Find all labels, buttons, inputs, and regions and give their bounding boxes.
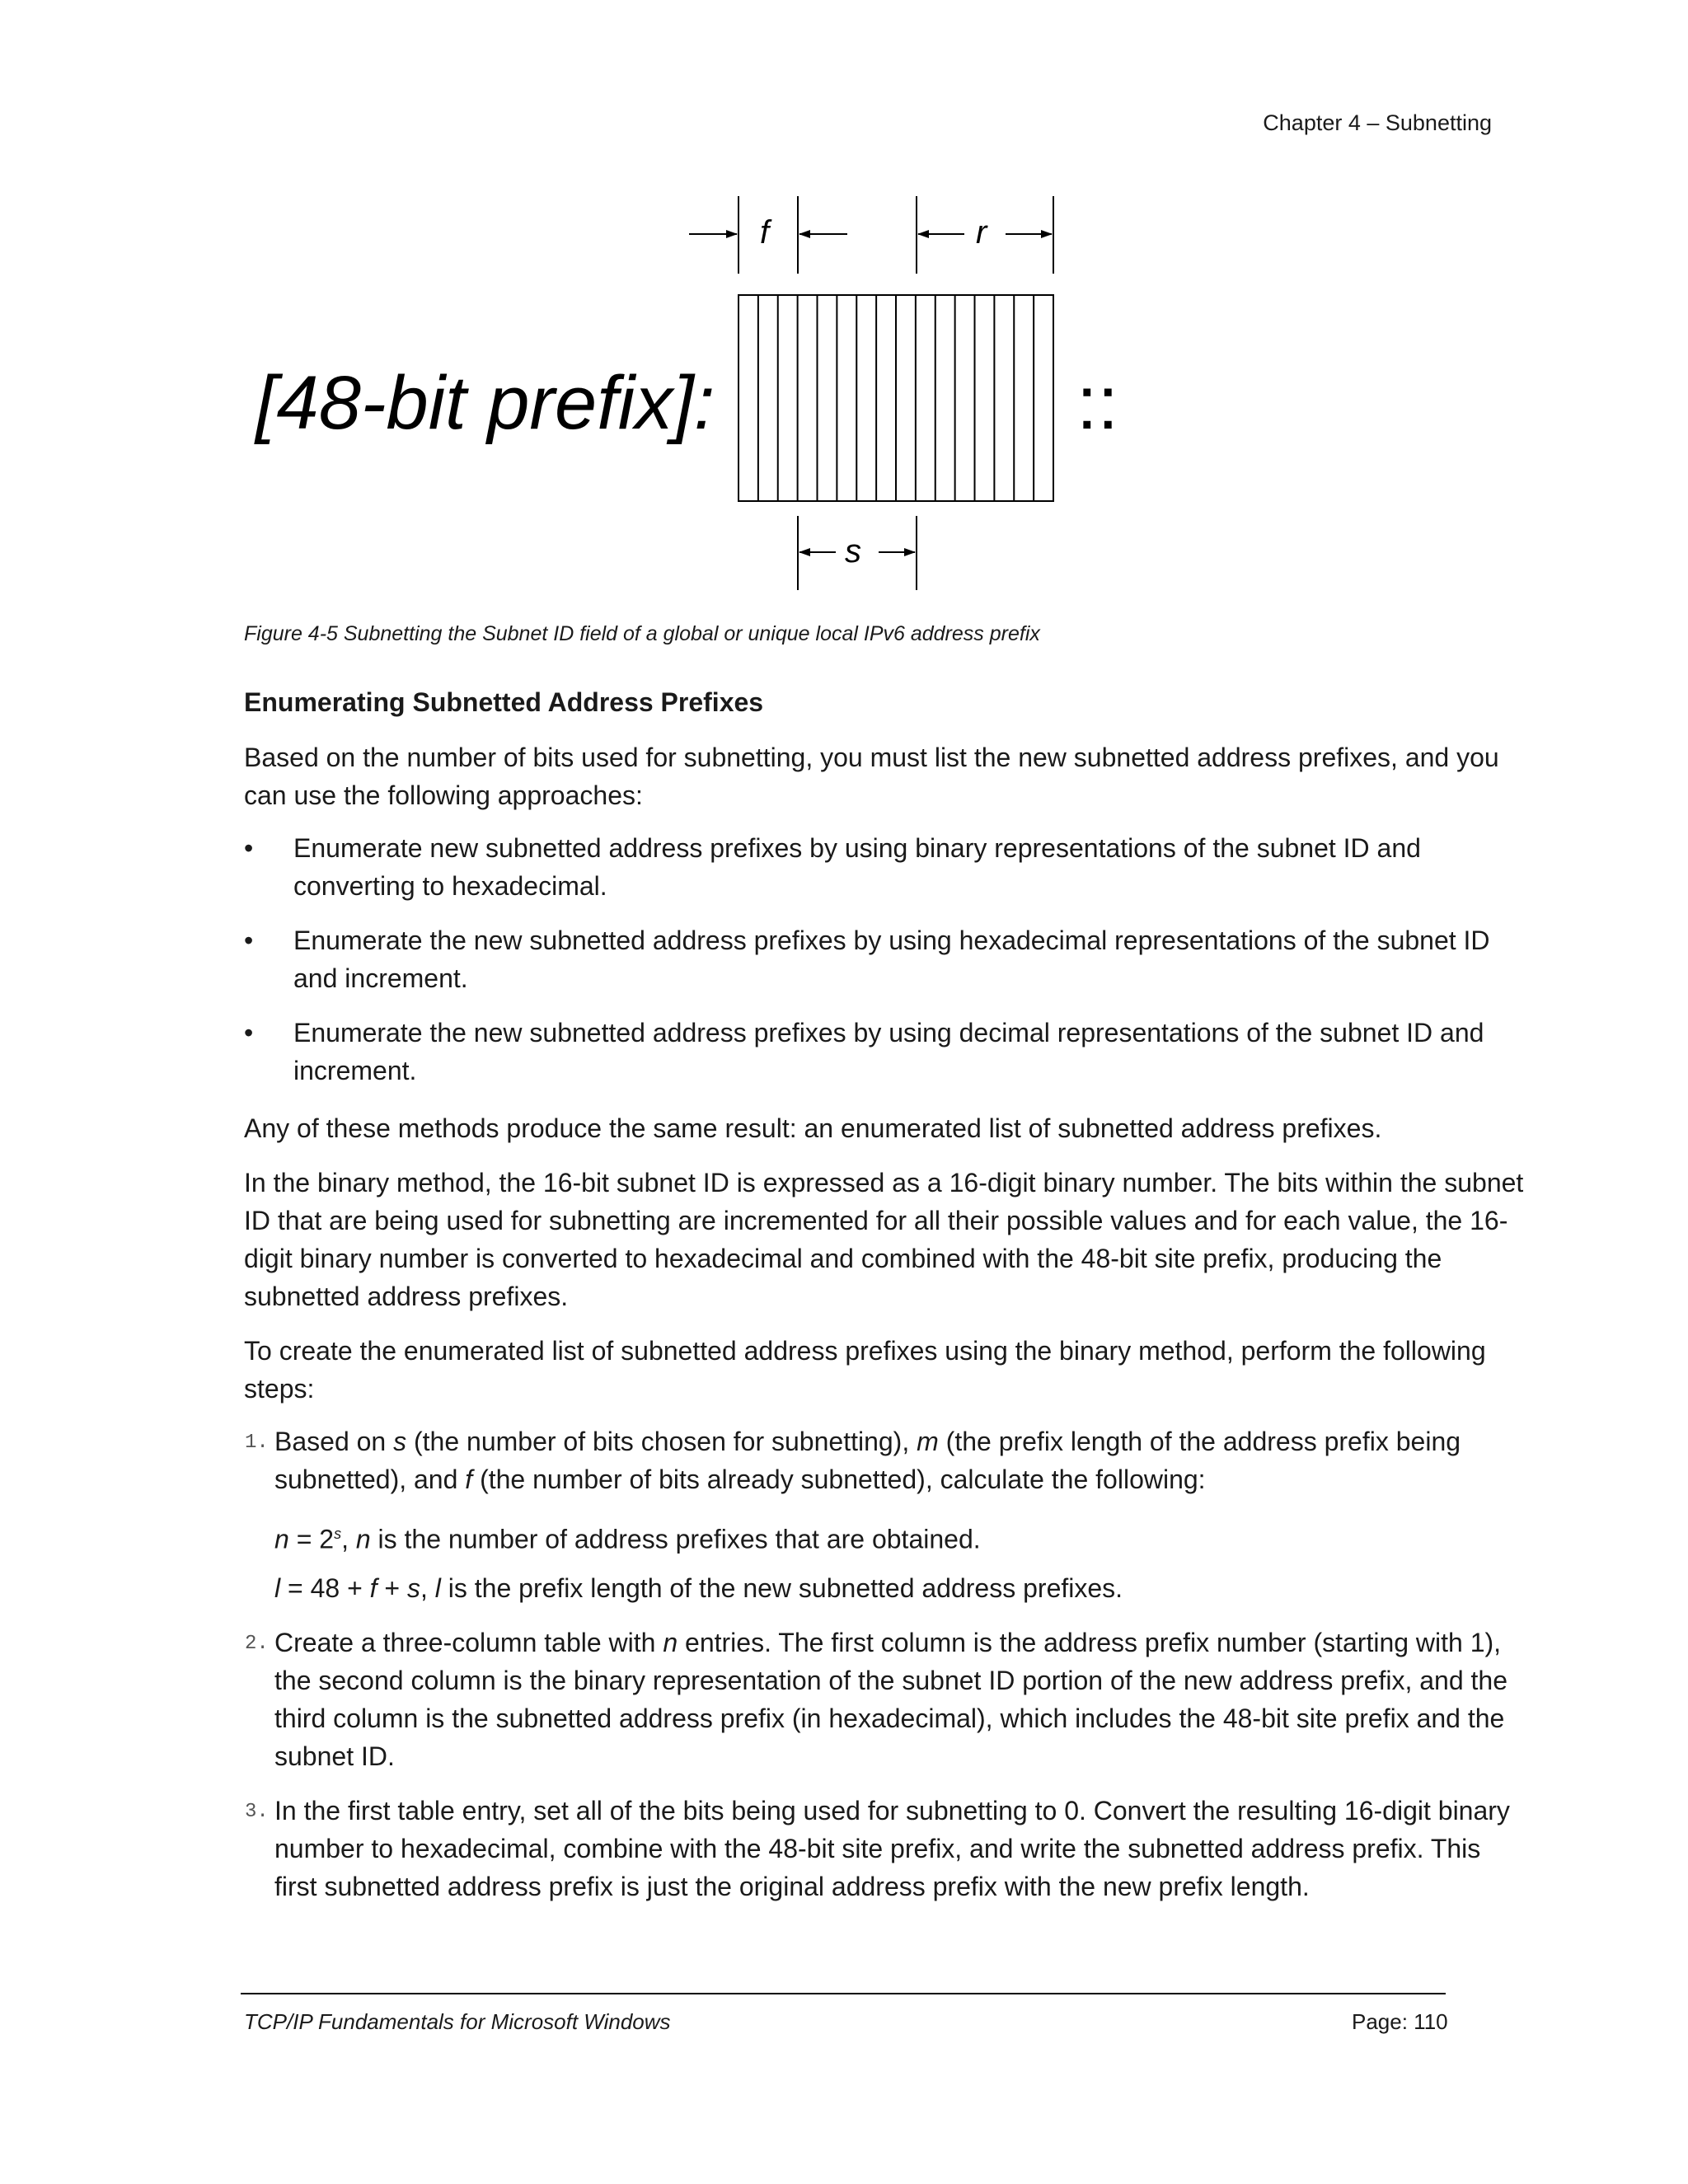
step-number: 1. — [245, 1432, 269, 1454]
step-1 — [245, 1422, 1519, 1498]
page-number: Page: 110 — [1352, 2009, 1448, 2034]
figure-caption: Figure 4-5 Subnetting the Subnet ID field of a global or unique local IPv6 address prefix — [244, 622, 1040, 645]
var-l: l — [434, 1573, 441, 1603]
formula-text: is the number of address prefixes that are obtained. — [370, 1524, 981, 1554]
footer-divider — [241, 1993, 1446, 1994]
bullet-icon: • — [244, 1018, 254, 1047]
step-number: 3. — [245, 1801, 269, 1823]
step-number: 2. — [245, 1633, 269, 1655]
step-text: Create a three-column table with — [274, 1628, 663, 1657]
formula-text: + — [377, 1573, 407, 1603]
step-text: (the number of bits already subnetted), calculate the following: — [472, 1465, 1206, 1494]
bullet-icon: • — [244, 926, 254, 955]
var-s: s — [407, 1573, 420, 1603]
formula-l — [274, 1569, 1123, 1607]
formula-text: , — [420, 1573, 435, 1603]
var-n: n — [355, 1524, 371, 1554]
formula-text: is the prefix length of the new subnetted address prefixes. — [440, 1573, 1123, 1603]
var-n: n — [663, 1628, 678, 1657]
methods-paragraph: Any of these methods produce the same result: an enumerated list of subnetted address prefixes. — [244, 1113, 1382, 1143]
label-s: s — [845, 533, 861, 569]
footer-title: TCP/IP Fundamentals for Microsoft Windows — [244, 2009, 671, 2034]
formula-text: , — [341, 1524, 356, 1554]
subnet-id-diagram — [0, 0, 1688, 626]
section-heading: Enumerating Subnetted Address Prefixes — [244, 687, 764, 717]
intro-paragraph: Based on the number of bits used for subnetting, you must list the new subnetted address prefixes, and you can use the following approaches: — [244, 743, 1499, 810]
prefix-label: [48-bit prefix]: — [256, 361, 715, 445]
suffix-label: :: — [1076, 361, 1119, 445]
step-text: entries. The first column is the address prefix number (starting with 1), the second column is the binary representation of the subnet ID portion of the new address prefix, and the third column is the subnetted address prefix (in hexadecimal), which includes the 48-bit site prefix and the subnet ID. — [274, 1628, 1508, 1771]
formula-n — [274, 1515, 981, 1558]
var-s-superscript: s — [334, 1526, 342, 1542]
label-f: f — [760, 214, 770, 251]
var-l: l — [274, 1573, 281, 1603]
bullet-text: Enumerate the new subnetted address prefixes by using hexadecimal representations of the subnet ID and increment. — [293, 926, 1490, 993]
list-item — [244, 829, 1530, 905]
label-r: r — [976, 214, 987, 251]
step-text: Based on — [274, 1427, 394, 1456]
step-3 — [245, 1792, 1519, 1905]
bullet-icon: • — [244, 833, 254, 863]
var-m: m — [917, 1427, 939, 1456]
var-n: n — [274, 1524, 289, 1554]
formula-text: = 2 — [288, 1524, 335, 1554]
step-text: (the prefix length of the address prefix being subnetted), and — [274, 1427, 1461, 1494]
bit-box — [738, 295, 1053, 501]
running-header: Chapter 4 – Subnetting — [1263, 110, 1492, 135]
bullet-text: Enumerate new subnetted address prefixes by using binary representations of the subnet ID and converting to hexadecimal. — [293, 833, 1421, 901]
step-2 — [245, 1624, 1519, 1775]
binary-method-paragraph: In the binary method, the 16-bit subnet ID is expressed as a 16-digit binary number. The bits within the subnet ID that are being used for subnetting are incremented for all their possible values and for each value, the 16-digit binary number is converted to hexadecimal and combined with the 48-bit site prefix, producing the subnetted address prefixes. — [244, 1168, 1524, 1311]
steps-intro-paragraph: To create the enumerated list of subnetted address prefixes using the binary method, perform the following steps: — [244, 1336, 1486, 1404]
var-s: s — [393, 1427, 407, 1456]
var-f: f — [369, 1573, 377, 1603]
bullet-text: Enumerate the new subnetted address prefixes by using decimal representations of the subnet ID and increment. — [293, 1018, 1484, 1085]
step-text: (the number of bits chosen for subnetting), — [406, 1427, 917, 1456]
list-item — [244, 1014, 1530, 1090]
step-text: In the first table entry, set all of the bits being used for subnetting to 0. Convert the resulting 16-digit binary number to hexadecimal, combine with the 48-bit site prefix, and write the subnetted address prefix. This first subnetted address prefix is just the original address prefix with the new prefix length. — [274, 1796, 1510, 1901]
var-f: f — [465, 1465, 473, 1494]
list-item — [244, 921, 1530, 997]
formula-text: = 48 + — [280, 1573, 370, 1603]
